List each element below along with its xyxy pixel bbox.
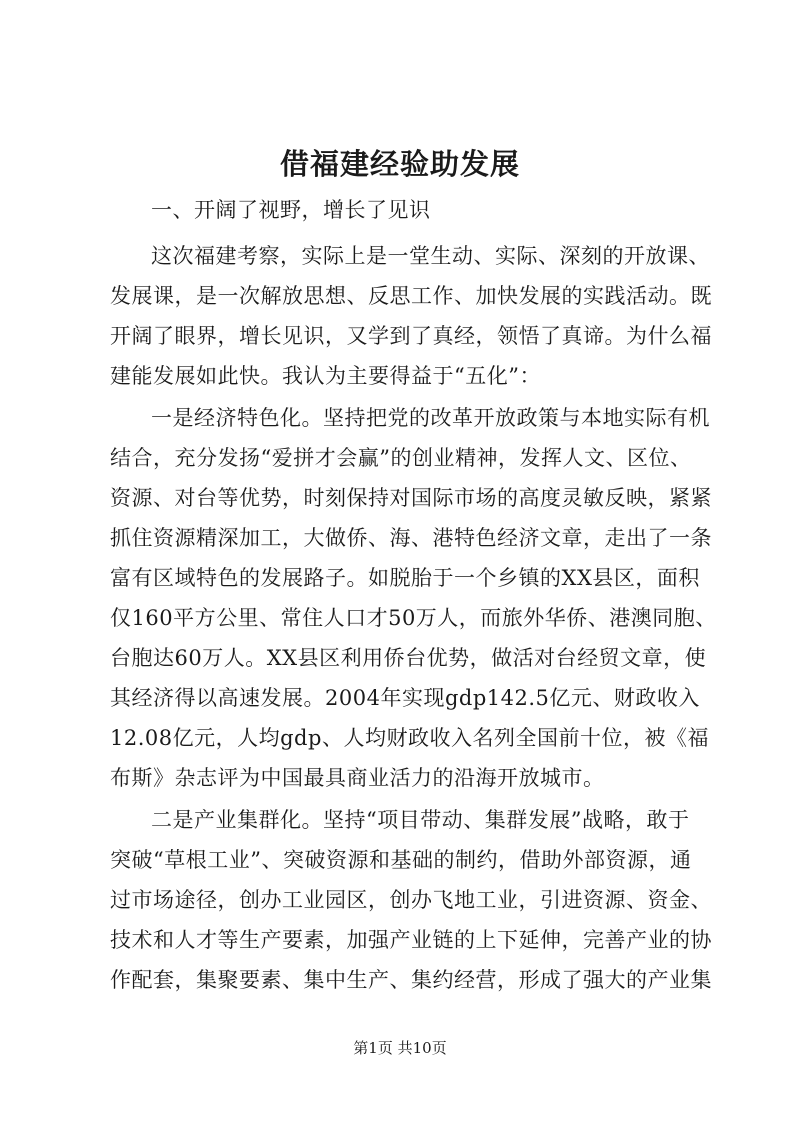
paragraph-line: 过市场途径，创办工业园区，创办飞地工业，引进资源、资金、 (110, 888, 712, 912)
paragraph-line: 抓住资源精深加工，大做侨、海、港特色经济文章，走出了一条 (110, 526, 712, 550)
paragraph-line: 台胞达60万人。XX县区利用侨台优势，做活对台经贸文章，使 (110, 646, 707, 670)
paragraph-line: 发展课，是一次解放思想、反思工作、加快发展的实践活动。既 (110, 284, 712, 308)
paragraph-line: 作配套，集聚要素、集中生产、集约经营，形成了强大的产业集 (110, 968, 712, 992)
paragraph-line: 一是经济特色化。坚持把党的改革开放政策与本地实际有机 (151, 406, 710, 430)
paragraph-line: 这次福建考察，实际上是一堂生动、实际、深刻的开放课、 (151, 244, 710, 268)
paragraph-line: 其经济得以高速发展。2004年实现gdp142.5亿元、财政收入 (110, 686, 700, 710)
paragraph-line: 开阔了眼界，增长见识，又学到了真经，领悟了真谛。为什么福 (110, 324, 712, 348)
paragraph-line: 仅160平方公里、常住人口才50万人，而旅外华侨、港澳同胞、 (110, 606, 717, 630)
paragraph-line: 12.08亿元，人均gdp、人均财政收入名列全国前十位，被《福 (110, 726, 709, 750)
paragraph-line: 资源、对台等优势，时刻保持对国际市场的高度灵敏反映，紧紧 (110, 486, 712, 510)
paragraph-line: 结合，充分发扬“爱拼才会赢”的创业精神，发挥人文、区位、 (110, 446, 692, 470)
paragraph-line: 突破“草根工业”、突破资源和基础的制约，借助外部资源，通 (110, 848, 692, 872)
section-heading: 一、开阔了视野，增长了见识 (151, 198, 431, 222)
paragraph-line: 富有区域特色的发展路子。如脱胎于一个乡镇的XX县区，面积 (110, 566, 700, 590)
paragraph-line: 技术和人才等生产要素，加强产业链的上下延伸，完善产业的协 (110, 928, 712, 952)
paragraph-line: 二是产业集群化。坚持“项目带动、集群发展”战略，敢于 (151, 808, 690, 832)
document-title: 借福建经验助发展 (279, 147, 520, 181)
paragraph-line: 建能发展如此快。我认为主要得益于“五化”： (110, 364, 541, 388)
paragraph-line: 布斯》杂志评为中国最具商业活力的沿海开放城市。 (110, 766, 605, 790)
page-number-footer: 第1页 共10页 (353, 1039, 447, 1057)
